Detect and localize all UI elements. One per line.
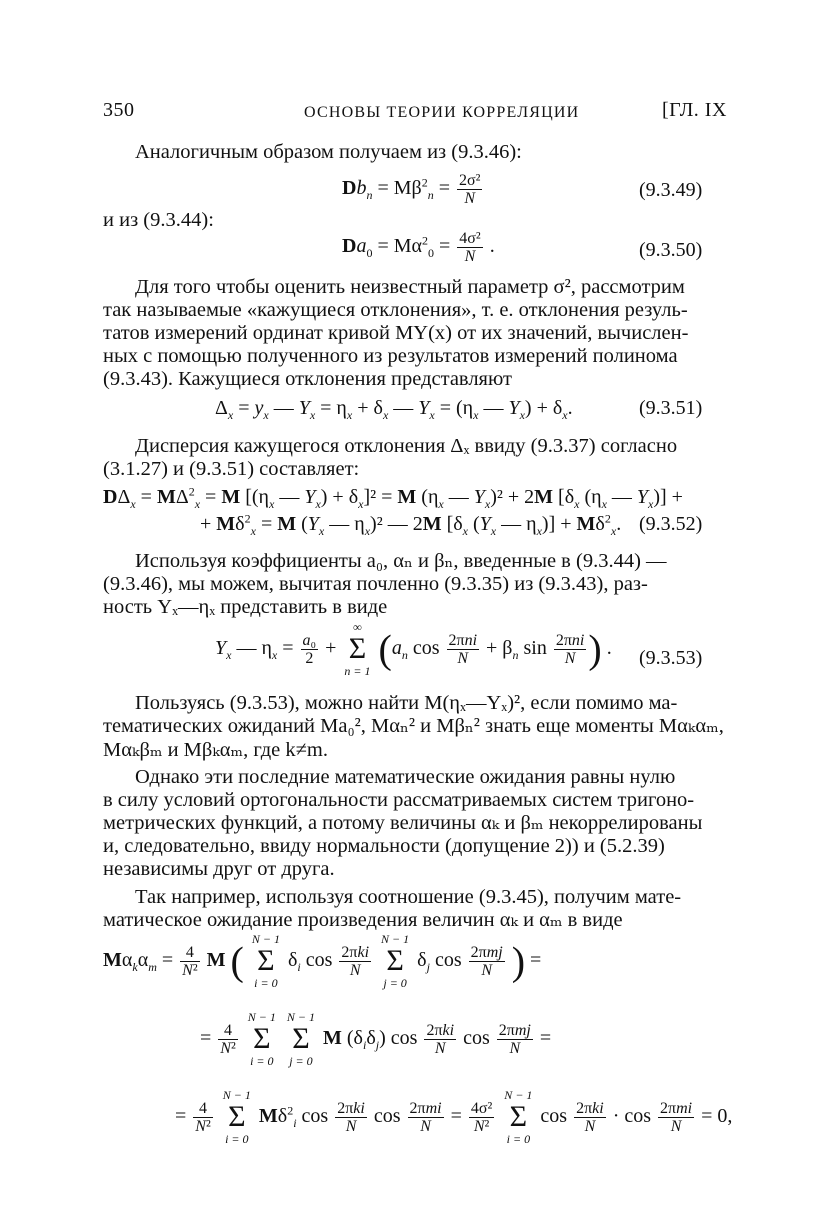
- equation-number: (9.3.52): [639, 513, 703, 535]
- equation-m-alpha-k-alpha-m-line2: = $\frac{4}{\text{N²}}$ N − 1 Σ i = 0 N − 1 Σ j = 0 M $(\delta_i\delta_j)$ cos $\frac{\text{2πki}}{N}$ cos $\frac{\text{2πmj}}{N}$ =: [200, 1010, 552, 1069]
- equation-number: (9.3.50): [639, 239, 703, 261]
- paragraph-line: Для того чтобы оценить неизвестный параметр σ², рассмотрим: [135, 276, 685, 298]
- running-title: ОСНОВЫ ТЕОРИИ КОРРЕЛЯЦИИ: [304, 104, 580, 121]
- paragraph-line: в силу условий ортогональности рассматриваемых систем тригоно-: [103, 789, 695, 811]
- paragraph-line: татов измерений ординат кривой MY(x) от их значений, вычислен-: [103, 322, 689, 344]
- paragraph-line: ных с помощью полученного из результатов измерений полинома: [103, 345, 678, 367]
- equation-9-3-49: $Db_n = M\beta^2_n$ = $\frac{\text{2σ²}}{N}$: [342, 172, 481, 207]
- equation-number: (9.3.49): [639, 179, 703, 201]
- equation-9-3-52-line1: $D\Delta_x = M\Delta^2_x = M$ [($\eta_x$ — $Y_x) + \delta_x]^2 = M$ ($\eta_x$ — $Y_x)^2 + 2M$ [$\delta_x$ ($\eta_x$ — $Y_x$)] +: [103, 484, 683, 511]
- equation-9-3-51: $\Delta_x = y_x$ — $Y_x = \eta_x + \delta_x$ — $Y_x = (\eta_x$ — $Y_x) + \delta_x$.: [215, 397, 573, 422]
- paragraph-line: Используя коэффициенты a₀, αₙ и βₙ, введенные в (9.3.44) —: [135, 550, 667, 572]
- page-number: 350: [103, 99, 135, 121]
- paragraph-line: Пользуясь (9.3.53), можно найти M(ηₓ—Yₓ)², если помимо ма-: [135, 692, 678, 714]
- equation-m-alpha-k-alpha-m-line3: = $\frac{4}{\text{N²}}$ N − 1 Σ i = 0 $M\delta^2_i$ cos $\frac{\text{2πki}}{N}$ cos $\frac{\text{2πmi}}{N}$ = $\frac{\text{4σ²}}{\text{N²}}$ N − 1 Σ i = 0 cos $\frac{\text{2πki}}{N}$ · cos $\frac{\text{2πmi}}{N}$ = 0,: [175, 1088, 733, 1147]
- paragraph-line: Аналогичным образом получаем из (9.3.46):: [135, 141, 522, 163]
- paragraph-line: Дисперсия кажущегося отклонения Δₓ ввиду (9.3.37) согласно: [135, 435, 678, 457]
- equation-number: (9.3.53): [639, 647, 703, 669]
- paragraph-line: Однако эти последние математические ожидания равны нулю: [135, 766, 676, 788]
- paragraph-line: (9.3.43). Кажущиеся отклонения представляют: [103, 368, 512, 390]
- paragraph-line: независимы друг от друга.: [103, 858, 335, 880]
- chapter-label: [ГЛ. IX: [662, 99, 727, 121]
- equation-m-alpha-k-alpha-m-line1: $M\alpha_k\alpha_m$ = $\frac{4}{\text{N²}}$ M ( N − 1 Σ i = 0 $\delta_i$ cos $\frac{\text{2πki}}{N}$ N − 1 Σ j = 0 $\delta_j$ cos $\frac{\text{2πmj}}{N}$ ) =: [103, 932, 542, 991]
- paragraph-line: Так например, используя соотношение (9.3.45), получим мате-: [135, 886, 682, 908]
- equation-9-3-50: $Da_0 = M\alpha^2_0$ = $\frac{\text{4σ²}}{N}$ .: [342, 230, 495, 265]
- equation-number: (9.3.51): [639, 397, 703, 419]
- equation-9-3-53: $Y_x$ — $\eta_x$ = $\frac{\text{a₀}}{2}$ + ∞ Σ n = 1 ($a_n$ cos $\frac{\text{2πni}}{N}$ + $\beta_n$ sin $\frac{\text{2πni}}{N}$ ) .: [215, 620, 612, 679]
- paragraph-line: метрических функций, а потому величины αₖ и βₘ некоррелированы: [103, 812, 703, 834]
- paragraph-line: матическое ожидание произведения величин αₖ и αₘ в виде: [103, 909, 623, 931]
- equation-9-3-52-line2: + $M\delta^2_x = M$ ($Y_x$ — $\eta_x)^2$ — 2M [$\delta_x$ ($Y_x$ — $\eta_x)] + M\delta^2_x$.: [200, 511, 622, 538]
- paragraph-line: (9.3.46), мы можем, вычитая почленно (9.3.35) из (9.3.43), раз-: [103, 573, 648, 595]
- paragraph-line: и из (9.3.44):: [103, 209, 214, 231]
- paragraph-line: ность Yₓ—ηₓ представить в виде: [103, 596, 388, 618]
- paragraph-line: тематических ожиданий Ma₀², Mαₙ² и Mβₙ² знать еще моменты Mαₖαₘ,: [103, 715, 724, 737]
- paragraph-line: (3.1.27) и (9.3.51) составляет:: [103, 458, 360, 480]
- paragraph-line: так называемые «кажущиеся отклонения», т. е. отклонения резуль-: [103, 299, 688, 321]
- paragraph-line: и, следовательно, ввиду нормальности (допущение 2)) и (5.2.39): [103, 835, 665, 857]
- paragraph-line: Mαₖβₘ и Mβₖαₘ, где k≠m.: [103, 739, 328, 761]
